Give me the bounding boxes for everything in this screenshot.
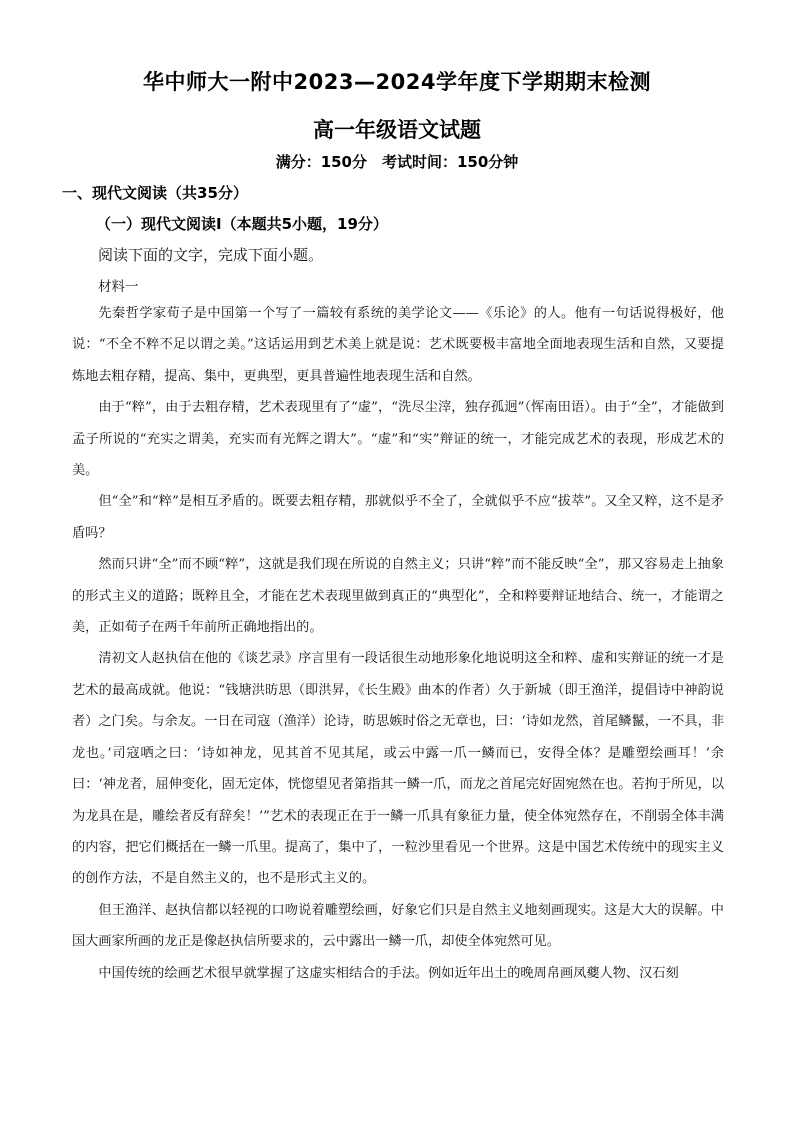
exam-info: 满分：150分 考试时间：150分钟 bbox=[275, 153, 519, 171]
paragraph: 由于“粹”，由于去粗存精，艺术表现里有了“虚”，“洗尽尘滓，独存孤迥”（恽南田语）。由于“全”，才能做到孟子所说的“充实之谓美，充实而有光辉之谓大”。“虚”和“实”辩证的统一，才能完成艺术的表现，形成艺术的美。 bbox=[72, 400, 724, 479]
instruction-text: 阅读下面的文字，完成下面小题。 bbox=[98, 246, 324, 264]
material-label: 材料一 bbox=[98, 279, 139, 295]
paragraph: 但“全”和“粹”是相互矛盾的。既要去粗存精，那就似乎不全了，全就似乎不应“拔萃”。又全又粹，这不是矛盾吗？ bbox=[72, 494, 724, 541]
exam-subtitle: 高一年级语文试题 bbox=[313, 118, 481, 142]
passage-body bbox=[72, 298, 724, 989]
paragraph: 但王渔洋、赵执信都以轻视的口吻说着雕塑绘画，好象它们只是自然主义地刻画现实。这是大大的误解。中国大画家所画的龙正是像赵执信所要求的，云中露出一鳞一爪，却使全体宛然可见。 bbox=[72, 902, 724, 950]
subsection-heading: （一）现代文阅读Ⅰ（本题共5小题，19分） bbox=[96, 215, 388, 233]
paragraph: 清初文人赵执信在他的《谈艺录》序言里有一段话很生动地形象化地说明这全和粹、虚和实辩证的统一才是艺术的最高成就。他说：“钱塘洪昉思（即洪昇，《长生殿》曲本的作者）久于新城（即王渔洋，提倡诗中神韵说者）之门矣。与余友。一日在司寇（渔洋）论诗，昉思嫉时俗之无章也，曰：‘诗如龙然，首尾鳞鬣，一不具，非龙也。’司寇哂之曰：‘诗如神龙，见其首不见其尾，或云中露一爪一鳞而已，安得全体？是雕塑绘画耳！’余曰：‘神龙者，屈伸变化，固无定体，恍惚望见者第指其一鳞一爪，而龙之首尾完好固宛然在也。若拘于所见，以为龙具在是，雕绘者反有辞矣！’”艺术的表现正在于一鳞一爪具有象征力量，使全体宛然存在，不削弱全体丰满的内容，把它们概括在一鳞一爪里。提高了，集中了，一粒沙里看见一个世界。这是中国艺术传统中的现实主义的创作方法，不是自然主义的，也不是形式主义的。 bbox=[72, 651, 724, 887]
paragraph: 先秦哲学家荀子是中国第一个写了一篇较有系统的美学论文——《乐论》的人。他有一句话说得极好，他说：“不全不粹不足以谓之美。”这话运用到艺术美上就是说：艺术既要极丰富地全面地表现生活和自然，又要提炼地去粗存精，提高、集中，更典型，更具普遍性地表现生活和自然。 bbox=[72, 306, 724, 384]
paragraph: 然而只讲“全”而不顾“粹”，这就是我们现在所说的自然主义；只讲“粹”而不能反映“全”，那又容易走上抽象的形式主义的道路；既粹且全，才能在艺术表现里做到真正的“典型化”，全和粹要辩证地结合、统一，才能谓之美，正如荀子在两千年前所正确地指出的。 bbox=[72, 557, 724, 636]
paragraph: 中国传统的绘画艺术很早就掌握了这虚实相结合的手法。例如近年出土的晚周帛画凤夔人物、汉石刻 bbox=[98, 965, 679, 981]
exam-title: 华中师大一附中2023—2024学年度下学期期末检测 bbox=[143, 70, 651, 94]
section-heading: 一、现代文阅读（共35分） bbox=[62, 184, 248, 202]
